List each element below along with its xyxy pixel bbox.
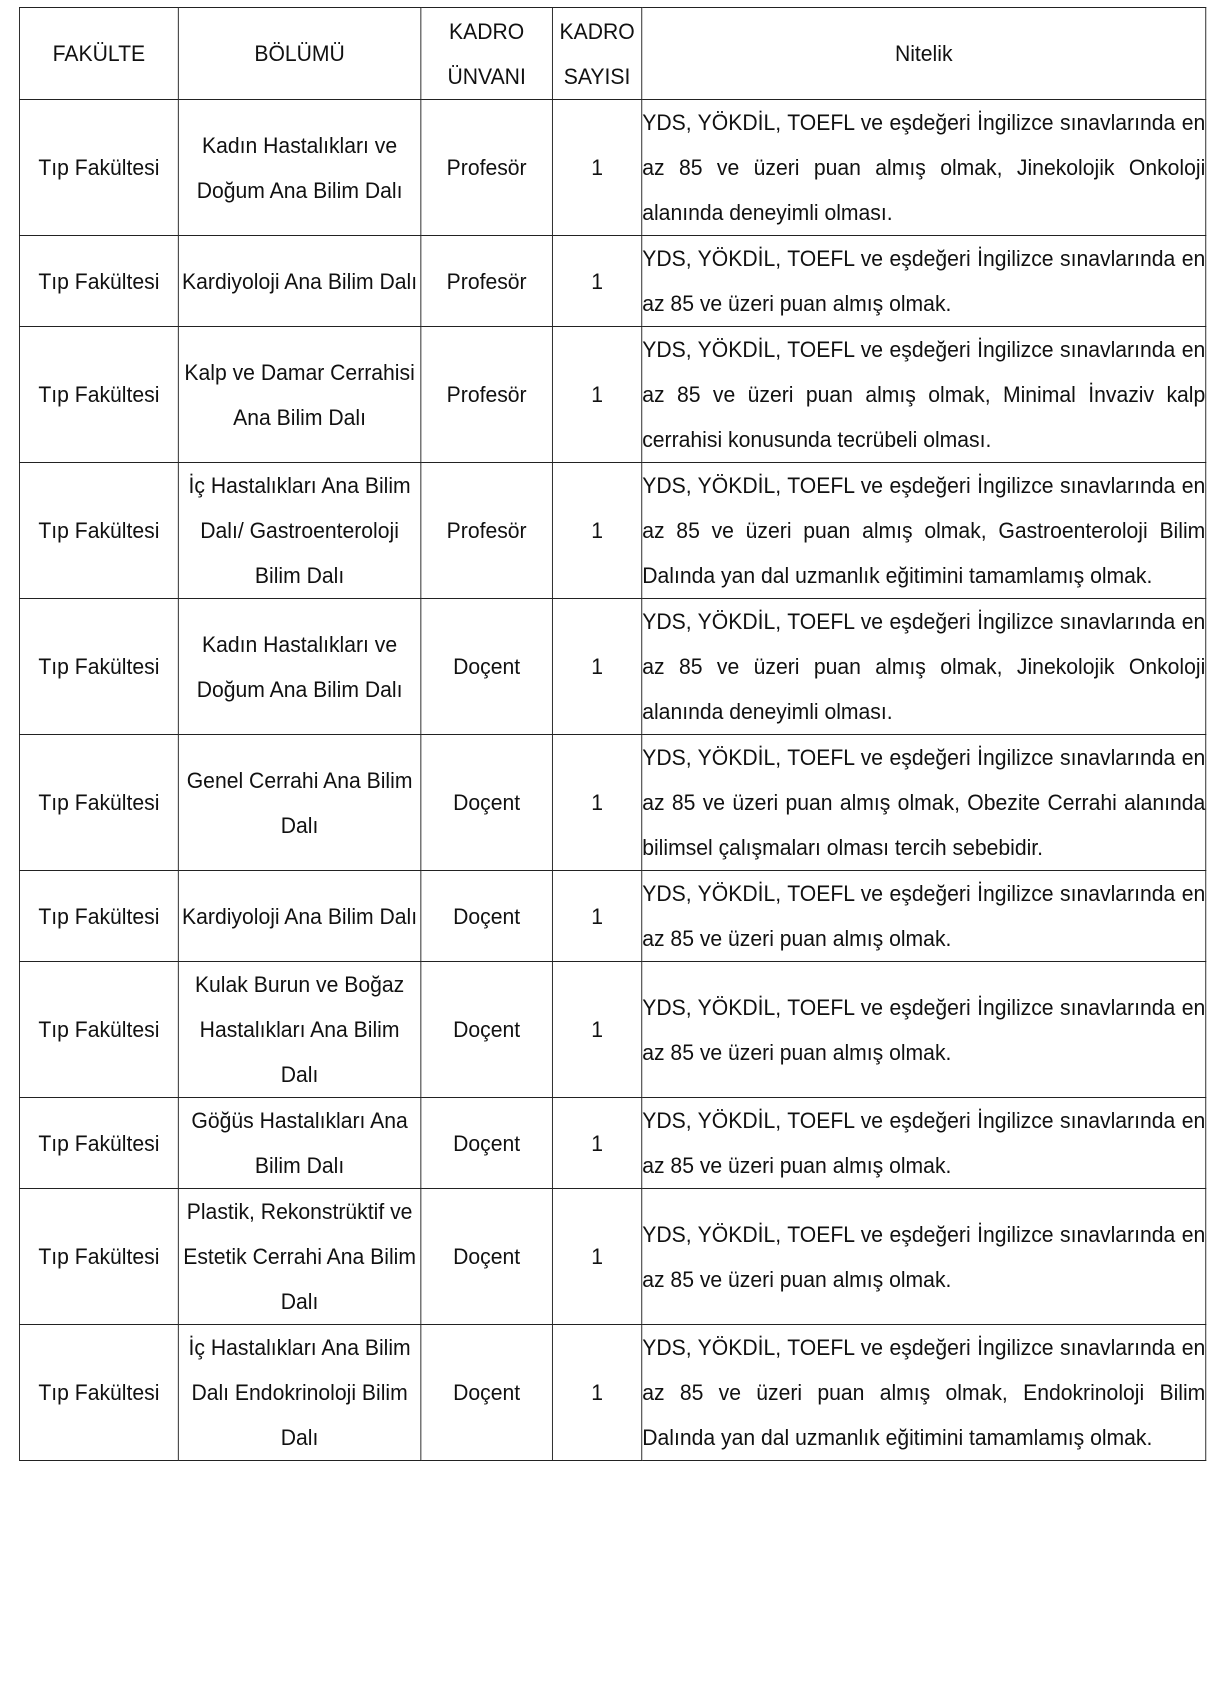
- cell-kadro-unvani: Doçent: [421, 1325, 553, 1461]
- cell-bolum: Kadın Hastalıkları ve Doğum Ana Bilim Dalı: [178, 100, 421, 236]
- cell-kadro-unvani: Doçent: [421, 871, 553, 962]
- cell-kadro-sayisi: 1: [552, 1098, 641, 1189]
- cell-fakulte: Tıp Fakültesi: [19, 1325, 178, 1461]
- cell-nitelik: YDS, YÖKDİL, TOEFL ve eşdeğeri İngilizce sınavlarında en az 85 ve üzeri puan almış olmak.: [642, 1098, 1206, 1189]
- cell-bolum: Kardiyoloji Ana Bilim Dalı: [178, 871, 421, 962]
- cell-kadro-unvani: Doçent: [421, 599, 553, 735]
- cell-fakulte: Tıp Fakültesi: [19, 463, 178, 599]
- cell-kadro-sayisi: 1: [552, 1325, 641, 1461]
- table-row: [19, 100, 1205, 236]
- cell-fakulte: Tıp Fakültesi: [19, 735, 178, 871]
- header-kadro-unvani-line2: ÜNVANI: [447, 63, 526, 89]
- cell-fakulte: Tıp Fakültesi: [19, 1189, 178, 1325]
- cell-nitelik: YDS, YÖKDİL, TOEFL ve eşdeğeri İngilizce sınavlarında en az 85 ve üzeri puan almış olmak, Gastroenteroloji Bilim Dalında yan dal uzmanlık eğitimini tamamlamış olmak.: [642, 463, 1206, 599]
- header-kadro-sayisi: [552, 8, 641, 100]
- cell-fakulte: Tıp Fakültesi: [19, 327, 178, 463]
- header-bolum: BÖLÜMÜ: [178, 8, 421, 100]
- table-row: [19, 1325, 1205, 1461]
- cell-fakulte: Tıp Fakültesi: [19, 962, 178, 1098]
- header-nitelik: Nitelik: [642, 8, 1206, 100]
- cell-kadro-sayisi: 1: [552, 100, 641, 236]
- cell-nitelik: YDS, YÖKDİL, TOEFL ve eşdeğeri İngilizce sınavlarında en az 85 ve üzeri puan almış olmak.: [642, 962, 1206, 1098]
- cell-fakulte: Tıp Fakültesi: [19, 100, 178, 236]
- table-row: [19, 962, 1205, 1098]
- cell-kadro-sayisi: 1: [552, 327, 641, 463]
- cell-nitelik: YDS, YÖKDİL, TOEFL ve eşdeğeri İngilizce sınavlarında en az 85 ve üzeri puan almış olmak.: [642, 871, 1206, 962]
- cell-bolum: Kadın Hastalıkları ve Doğum Ana Bilim Dalı: [178, 599, 421, 735]
- header-fakulte: FAKÜLTE: [19, 8, 178, 100]
- header-kadro-unvani: [421, 8, 553, 100]
- cell-fakulte: Tıp Fakültesi: [19, 236, 178, 327]
- table-row: [19, 236, 1205, 327]
- cell-kadro-unvani: Profesör: [421, 463, 553, 599]
- cell-kadro-unvani: Profesör: [421, 236, 553, 327]
- table-header-row: [19, 8, 1205, 100]
- table-row: [19, 463, 1205, 599]
- table-row: [19, 735, 1205, 871]
- cell-bolum: Kalp ve Damar Cerrahisi Ana Bilim Dalı: [178, 327, 421, 463]
- header-kadro-sayisi-line1: KADRO: [559, 18, 635, 44]
- cell-kadro-sayisi: 1: [552, 1189, 641, 1325]
- cell-fakulte: Tıp Fakültesi: [19, 599, 178, 735]
- cell-kadro-unvani: Doçent: [421, 1098, 553, 1189]
- cell-kadro-sayisi: 1: [552, 463, 641, 599]
- cell-nitelik: YDS, YÖKDİL, TOEFL ve eşdeğeri İngilizce sınavlarında en az 85 ve üzeri puan almış olmak, Endokrinoloji Bilim Dalında yan dal uzmanlık eğitimini tamamlamış olmak.: [642, 1325, 1206, 1461]
- table-row: [19, 871, 1205, 962]
- cell-nitelik: YDS, YÖKDİL, TOEFL ve eşdeğeri İngilizce sınavlarında en az 85 ve üzeri puan almış olmak.: [642, 236, 1206, 327]
- table-row: [19, 1098, 1205, 1189]
- table-row: [19, 327, 1205, 463]
- cell-kadro-sayisi: 1: [552, 599, 641, 735]
- table-row: [19, 599, 1205, 735]
- header-kadro-sayisi-line2: SAYISI: [563, 63, 631, 89]
- cell-nitelik: YDS, YÖKDİL, TOEFL ve eşdeğeri İngilizce sınavlarında en az 85 ve üzeri puan almış olmak, Jinekolojik Onkoloji alanında deneyimli olması.: [642, 100, 1206, 236]
- cell-kadro-unvani: Doçent: [421, 735, 553, 871]
- cell-kadro-sayisi: 1: [552, 735, 641, 871]
- cell-fakulte: Tıp Fakültesi: [19, 871, 178, 962]
- cell-kadro-sayisi: 1: [552, 236, 641, 327]
- table-row: [19, 1189, 1205, 1325]
- header-kadro-unvani-line1: KADRO: [449, 18, 525, 44]
- cell-kadro-unvani: Doçent: [421, 962, 553, 1098]
- cell-fakulte: Tıp Fakültesi: [19, 1098, 178, 1189]
- cell-kadro-unvani: Profesör: [421, 327, 553, 463]
- cell-nitelik: YDS, YÖKDİL, TOEFL ve eşdeğeri İngilizce sınavlarında en az 85 ve üzeri puan almış olmak, Obezite Cerrahi alanında bilimsel çalışmaları olması tercih sebebidir.: [642, 735, 1206, 871]
- cell-bolum: Kardiyoloji Ana Bilim Dalı: [178, 236, 421, 327]
- cell-kadro-unvani: Profesör: [421, 100, 553, 236]
- cell-nitelik: YDS, YÖKDİL, TOEFL ve eşdeğeri İngilizce sınavlarında en az 85 ve üzeri puan almış olmak, Jinekolojik Onkoloji alanında deneyimli olması.: [642, 599, 1206, 735]
- cell-bolum: Göğüs Hastalıkları Ana Bilim Dalı: [178, 1098, 421, 1189]
- cell-bolum: Kulak Burun ve Boğaz Hastalıkları Ana Bilim Dalı: [178, 962, 421, 1098]
- cell-bolum: İç Hastalıkları Ana Bilim Dalı Endokrinoloji Bilim Dalı: [178, 1325, 421, 1461]
- cell-bolum: Genel Cerrahi Ana Bilim Dalı: [178, 735, 421, 871]
- cell-kadro-sayisi: 1: [552, 871, 641, 962]
- cell-bolum: İç Hastalıkları Ana Bilim Dalı/ Gastroenteroloji Bilim Dalı: [178, 463, 421, 599]
- cell-kadro-sayisi: 1: [552, 962, 641, 1098]
- cell-nitelik: YDS, YÖKDİL, TOEFL ve eşdeğeri İngilizce sınavlarında en az 85 ve üzeri puan almış olmak.: [642, 1189, 1206, 1325]
- cell-nitelik: YDS, YÖKDİL, TOEFL ve eşdeğeri İngilizce sınavlarında en az 85 ve üzeri puan almış olmak, Minimal İnvaziv kalp cerrahisi konusunda tecrübeli olması.: [642, 327, 1206, 463]
- cell-kadro-unvani: Doçent: [421, 1189, 553, 1325]
- kadro-table: [19, 7, 1206, 1461]
- cell-bolum: Plastik, Rekonstrüktif ve Estetik Cerrahi Ana Bilim Dalı: [178, 1189, 421, 1325]
